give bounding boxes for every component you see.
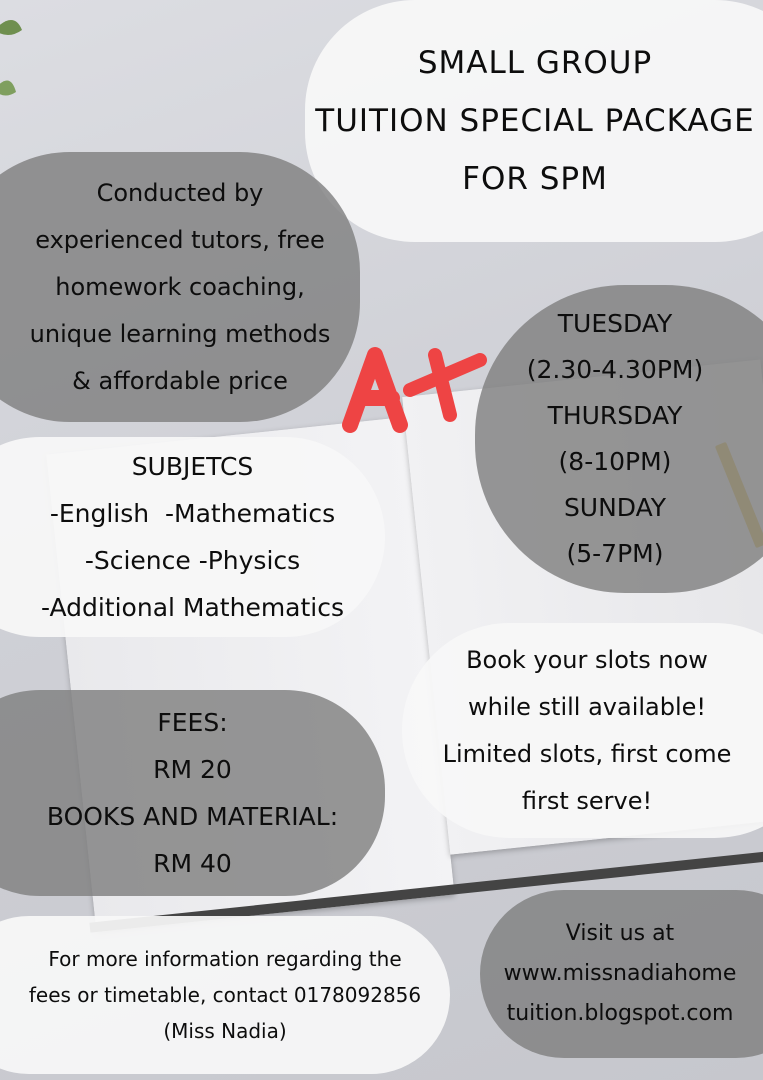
booking-line: Book your slots now	[466, 645, 708, 674]
contact-line: (Miss Nadia)	[163, 1019, 287, 1043]
schedule-line: (5-7PM)	[566, 539, 664, 568]
title-line: SMALL GROUP	[417, 45, 653, 81]
plant-leaves-icon	[0, 0, 30, 130]
intro-line: Conducted by	[96, 178, 264, 207]
schedule-line: TUESDAY	[557, 309, 673, 338]
fees-line: BOOKS AND MATERIAL:	[46, 802, 339, 831]
schedule-line: (2.30-4.30PM)	[526, 355, 704, 384]
booking-line: first serve!	[521, 786, 653, 815]
grade-a-plus-icon	[340, 330, 490, 450]
contact-bubble	[0, 916, 450, 1074]
schedule-bubble	[475, 285, 763, 593]
intro-bubble	[0, 152, 360, 422]
subjects-bubble	[0, 437, 385, 637]
contact-line: For more information regarding the	[48, 947, 402, 971]
intro-line: unique learning methods	[29, 319, 331, 348]
schedule-line: SUNDAY	[563, 493, 667, 522]
subjects-line: -English -Mathematics	[49, 499, 336, 528]
schedule-line: THURSDAY	[547, 401, 683, 430]
schedule-line: (8-10PM)	[558, 447, 672, 476]
website-line: Visit us at	[565, 921, 675, 946]
title-bubble	[305, 0, 763, 242]
booking-line: while still available!	[467, 692, 707, 721]
website-link[interactable]: www.missnadiahome	[503, 961, 737, 986]
website-link[interactable]: tuition.blogspot.com	[506, 1001, 734, 1026]
subjects-line: SUBJETCS	[131, 452, 254, 481]
fees-bubble	[0, 690, 385, 896]
fees-line: RM 40	[153, 849, 232, 878]
booking-line: Limited slots, first come	[442, 739, 732, 768]
contact-line: fees or timetable, contact 0178092856	[28, 983, 422, 1007]
title-line: FOR SPM	[462, 161, 608, 197]
subjects-line: -Additional Mathematics	[40, 593, 345, 622]
intro-line: & affordable price	[72, 366, 288, 395]
fees-line: FEES:	[157, 708, 228, 737]
title-line: TUITION SPECIAL PACKAGE	[315, 103, 755, 139]
fees-line: RM 20	[153, 755, 232, 784]
booking-bubble	[402, 623, 763, 838]
intro-line: homework coaching,	[55, 272, 305, 301]
subjects-line: -Science -Physics	[84, 546, 301, 575]
intro-line: experienced tutors, free	[35, 225, 325, 254]
website-bubble	[480, 890, 763, 1058]
